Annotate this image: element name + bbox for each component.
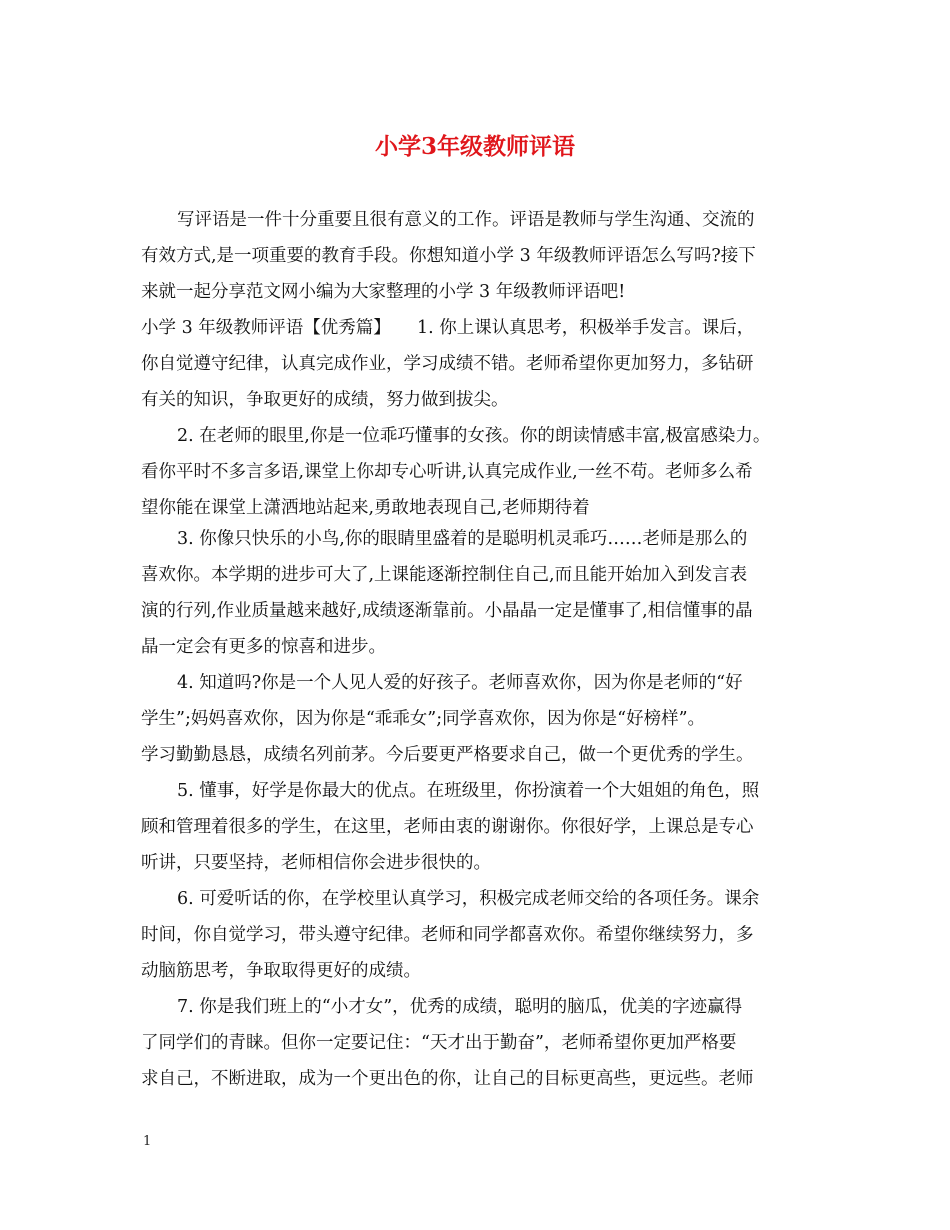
text-line: 望你能在课堂上潇洒地站起来,勇敢地表现自己,老师期待着	[141, 498, 590, 518]
text-line: 3. 你像只快乐的小鸟,你的眼睛里盛着的是聪明机灵乖巧……老师是那么的	[177, 529, 748, 549]
text-line: 顾和管理着很多的学生，在这里，老师由衷的谢谢你。你很好学，上课总是专心	[141, 817, 754, 837]
text-line: 来就一起分享范文网小编为大家整理的小学 3 年级教师评语吧!	[141, 282, 626, 302]
text-line: 演的行列,作业质量越来越好,成绩逐渐靠前。小晶晶一定是懂事了,相信懂事的晶	[141, 601, 753, 621]
text-line: 求自己，不断进取，成为一个更出色的你，让自己的目标更高些，更远些。老师	[141, 1069, 754, 1089]
text-line: 写评语是一件十分重要且很有意义的工作。评语是教师与学生沟通、交流的	[177, 210, 755, 230]
text-line: 有关的知识，争取更好的成绩，努力做到拔尖。	[141, 390, 509, 410]
text-line: 动脑筋思考，争取取得更好的成绩。	[141, 961, 421, 981]
text-line: 2. 在老师的眼里,你是一位乖巧懂事的女孩。你的朗读情感丰富,极富感染力。	[177, 426, 771, 446]
text-line: 有效方式,是一项重要的教育手段。你想知道小学 3 年级教师评语怎么写吗?接下	[141, 246, 756, 266]
text-line: 晶一定会有更多的惊喜和进步。	[141, 637, 386, 657]
text-line: 小学 3 年级教师评语【优秀篇】 1. 你上课认真思考，积极举手发言。课后，	[141, 318, 755, 338]
text-line: 5. 懂事，好学是你最大的优点。在班级里，你扮演着一个大姐姐的角色，照	[177, 781, 760, 801]
text-line: 7. 你是我们班上的“小才女”，优秀的成绩，聪明的脑瓜，优美的字迹赢得	[177, 997, 743, 1017]
text-line: 看你平时不多言多语,课堂上你却专心听讲,认真完成作业,一丝不苟。老师多么希	[141, 462, 753, 482]
text-line: 你自觉遵守纪律，认真完成作业，学习成绩不错。老师希望你更加努力，多钻研	[141, 354, 754, 374]
text-line: 听讲，只要坚持，老师相信你会进步很快的。	[141, 853, 491, 873]
text-line: 学生”;妈妈喜欢你，因为你是“乖乖女”;同学喜欢你，因为你是“好榜样”。	[141, 709, 706, 729]
text-line: 学习勤勤恳恳，成绩名列前茅。今后要更严格要求自己，做一个更优秀的学生。	[141, 745, 754, 765]
text-line: 6. 可爱听话的你，在学校里认真学习，积极完成老师交给的各项任务。课余	[177, 889, 760, 909]
document-title: 小学3年级教师评语	[374, 133, 575, 160]
text-line: 时间，你自觉学习，带头遵守纪律。老师和同学都喜欢你。希望你继续努力，多	[141, 925, 754, 945]
text-line: 4. 知道吗?你是一个人见人爱的好孩子。老师喜欢你，因为你是老师的“好	[177, 673, 743, 693]
page-number: 1	[143, 1134, 152, 1149]
text-line: 喜欢你。本学期的进步可大了,上课能逐渐控制住自己,而且能开始加入到发言表	[141, 565, 748, 585]
text-line: 了同学们的青睐。但你一定要记住：“天才出于勤奋”，老师希望你更加严格要	[141, 1033, 737, 1053]
